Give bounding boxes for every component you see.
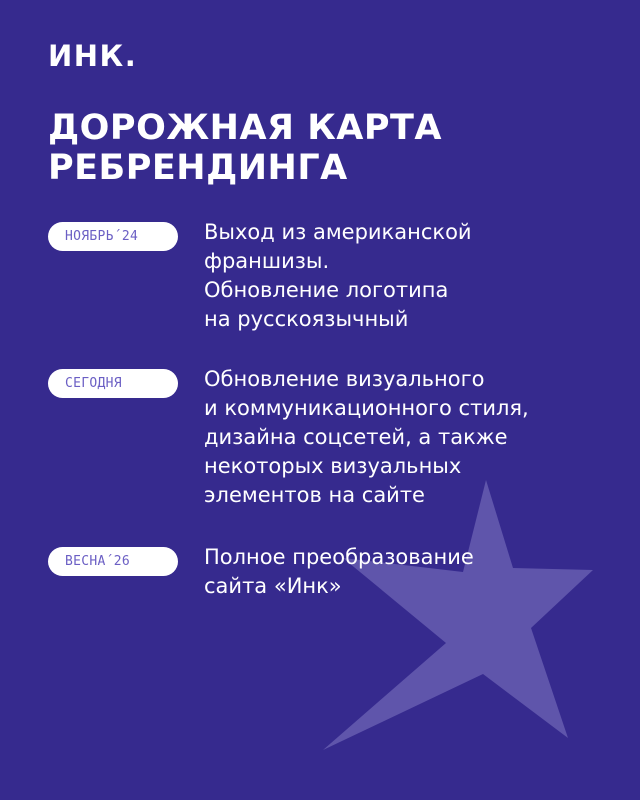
description-line: Обновление логотипа [204,278,449,302]
date-badge: НОЯБРЬ´24 [48,222,178,251]
description-line: дизайна соцсетей, а также [204,425,508,449]
description-line: Полное преобразование [204,545,474,569]
timeline-description [204,365,529,510]
page-title [48,108,608,188]
description-line: франшизы. [204,249,330,273]
description-line: и коммуникационного стиля, [204,396,529,420]
description-line: на русскоязычный [204,307,409,331]
page-title-line: РЕБРЕНДИНГА [48,148,348,188]
star-icon [318,480,593,755]
description-line: элементов на сайте [204,483,425,507]
description-line: Выход из американской [204,220,472,244]
description-line: некоторых визуальных [204,454,462,478]
date-badge: ВЕСНА´26 [48,547,178,576]
page-title-line: ДОРОЖНАЯ КАРТА [48,108,442,148]
timeline-description [204,543,474,601]
description-line: сайта «Инк» [204,574,342,598]
description-line: Обновление визуального [204,367,485,391]
timeline-description [204,218,472,334]
brand-logo: ИНК. [48,39,138,73]
date-badge: СЕГОДНЯ [48,369,178,398]
